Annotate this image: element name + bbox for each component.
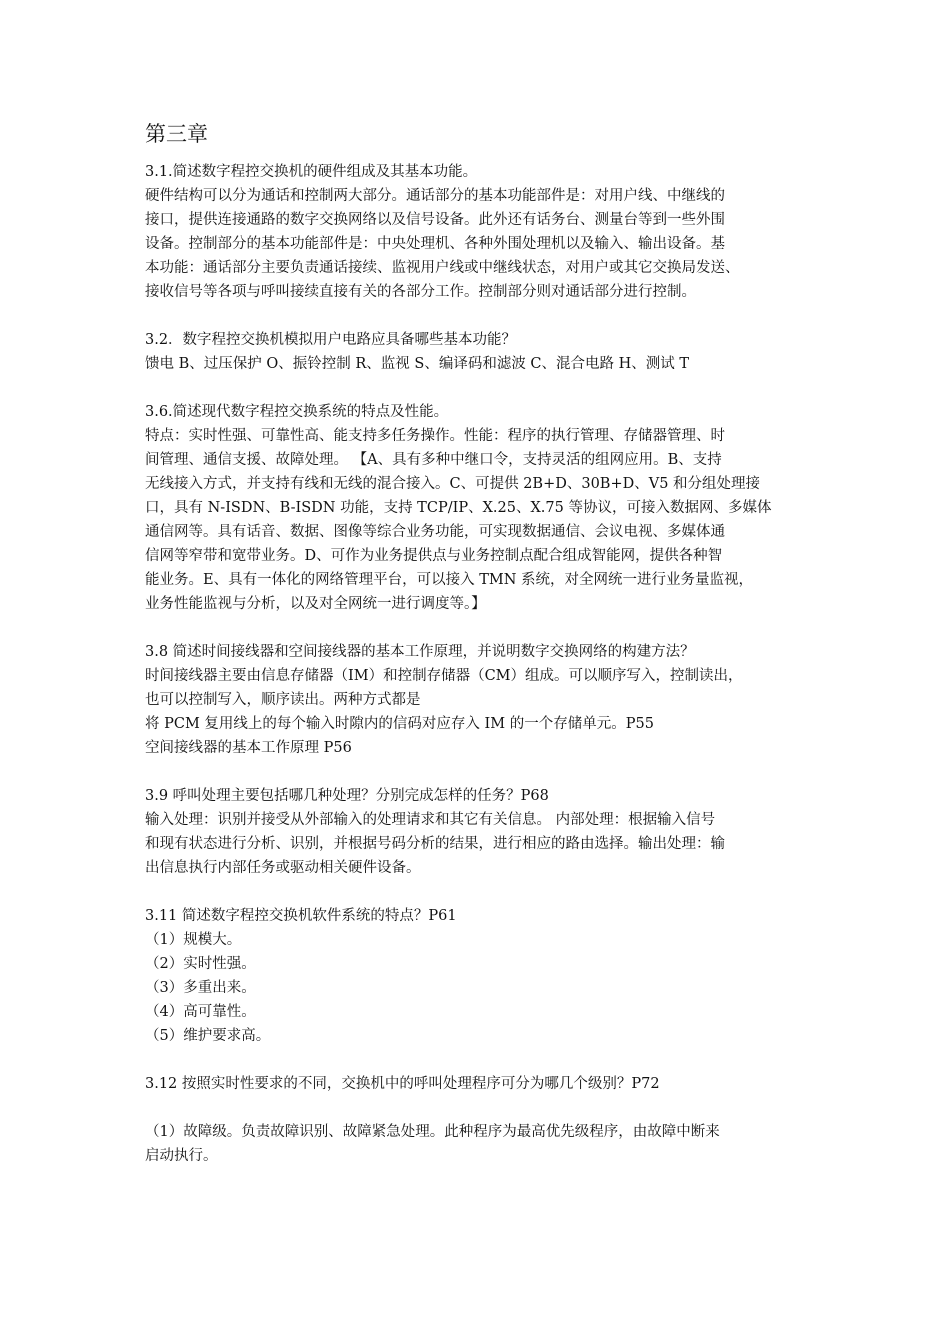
section-text-line: 接收信号等各项与呼叫接续直接有关的各部分工作。控制部分则对通话部分进行控制。 (145, 284, 696, 300)
section-heading-line: 3.11 简述数字程控交换机软件系统的特点？P61 (145, 908, 457, 924)
section-text-line: 空间接线器的基本工作原理 P56 (145, 740, 352, 756)
section-2 (145, 400, 810, 616)
section-text-line: 口，具有 N-ISDN、B-ISDN 功能，支持 TCP/IP、X.25、X.75 等协议，可接入数据网、多媒体 (145, 500, 772, 516)
section-text-line: 时间接线器主要由信息存储器（IM）和控制存储器（CM）组成。可以顺序写入，控制读出， (145, 668, 743, 684)
section-heading-line: （1）故障级。负责故障识别、故障紧急处理。此种程序为最高优先级程序，由故障中断来 (145, 1124, 720, 1140)
section-5 (145, 904, 810, 1048)
section-text-line: 馈电 B、过压保护 O、振铃控制 R、监视 S、编译码和滤波 C、混合电路 H、测试 T (145, 356, 690, 372)
document-body (145, 160, 810, 1168)
section-text-line: 设备。控制部分的基本功能部件是：中央处理机、各种外围处理机以及输入、输出设备。基 (145, 236, 725, 252)
section-text-line: 本功能：通话部分主要负责通话接续、监视用户线或中继线状态，对用户或其它交换局发送、 (145, 260, 740, 276)
section-3 (145, 640, 810, 760)
section-text-line: 信网等窄带和宽带业务。D、可作为业务提供点与业务控制点配合组成智能网，提供各种智 (145, 548, 723, 564)
section-0 (145, 160, 810, 304)
section-text-line: 无线接入方式，并支持有线和无线的混合接入。C、可提供 2B+D、30B+D、V5 和分组处理接 (145, 476, 761, 492)
section-text-line: 硬件结构可以分为通话和控制两大部分。通话部分的基本功能部件是：对用户线、中继线的 (145, 188, 725, 204)
section-text-line: 特点：实时性强、可靠性高、能支持多任务操作。性能：程序的执行管理、存储器管理、时 (145, 428, 725, 444)
section-text-line: 出信息执行内部任务或驱动相关硬件设备。 (145, 860, 421, 876)
section-text-line: 接口，提供连接通路的数字交换网络以及信号设备。此外还有话务台、测量台等到一些外围 (145, 212, 725, 228)
section-heading-line: 3.6.简述现代数字程控交换系统的特点及性能。 (145, 404, 449, 420)
section-text-line: 能业务。E、具有一体化的网络管理平台，可以接入 TMN 系统，对全网统一进行业务量监视， (145, 572, 754, 588)
section-1 (145, 328, 810, 376)
section-text-line: 业务性能监视与分析，以及对全网统一进行调度等。】 (145, 596, 486, 612)
section-text-line: 输入处理：识别并接受从外部输入的处理请求和其它有关信息。 内部处理：根据输入信号 (145, 812, 716, 828)
section-heading-line: 3.2．数字程控交换机模拟用户电路应具备哪些基本功能？ (145, 332, 517, 348)
section-text-line: （3）多重出来。 (145, 980, 256, 996)
section-text-line: 间管理、通信支援、故障处理。 【A、具有多种中继口令，支持灵活的组网应用。B、支持 (145, 452, 722, 468)
section-text-line: （1）规模大。 (145, 932, 242, 948)
section-text-line: 和现有状态进行分析、识别，并根据号码分析的结果，进行相应的路由选择。输出处理：输 (145, 836, 725, 852)
section-4 (145, 784, 810, 880)
section-text-line: 通信网等。具有话音、数据、图像等综合业务功能，可实现数据通信、会议电视、多媒体通 (145, 524, 725, 540)
section-heading-line: 3.8 简述时间接线器和空间接线器的基本工作原理，并说明数字交换网络的构建方法？ (145, 644, 695, 660)
section-heading-line: 3.12 按照实时性要求的不同，交换机中的呼叫处理程序可分为哪几个级别？P72 (145, 1076, 660, 1092)
section-text-line: 将 PCM 复用线上的每个输入时隙内的信码对应存入 IM 的一个存储单元。P55 (145, 716, 654, 732)
section-text-line: （4）高可靠性。 (145, 1004, 256, 1020)
section-heading-line: 3.9 呼叫处理主要包括哪几种处理？分别完成怎样的任务？P68 (145, 788, 549, 804)
section-text-line: 启动执行。 (145, 1148, 218, 1164)
chapter-title: 第三章 (145, 122, 208, 146)
document-page (145, 118, 810, 1192)
section-7 (145, 1120, 810, 1168)
section-text-line: 也可以控制写入，顺序读出。两种方式都是 (145, 692, 421, 708)
section-heading-line: 3.1.简述数字程控交换机的硬件组成及其基本功能。 (145, 164, 478, 180)
section-text-line: （2）实时性强。 (145, 956, 256, 972)
section-6 (145, 1072, 810, 1096)
section-text-line: （5）维护要求高。 (145, 1028, 271, 1044)
